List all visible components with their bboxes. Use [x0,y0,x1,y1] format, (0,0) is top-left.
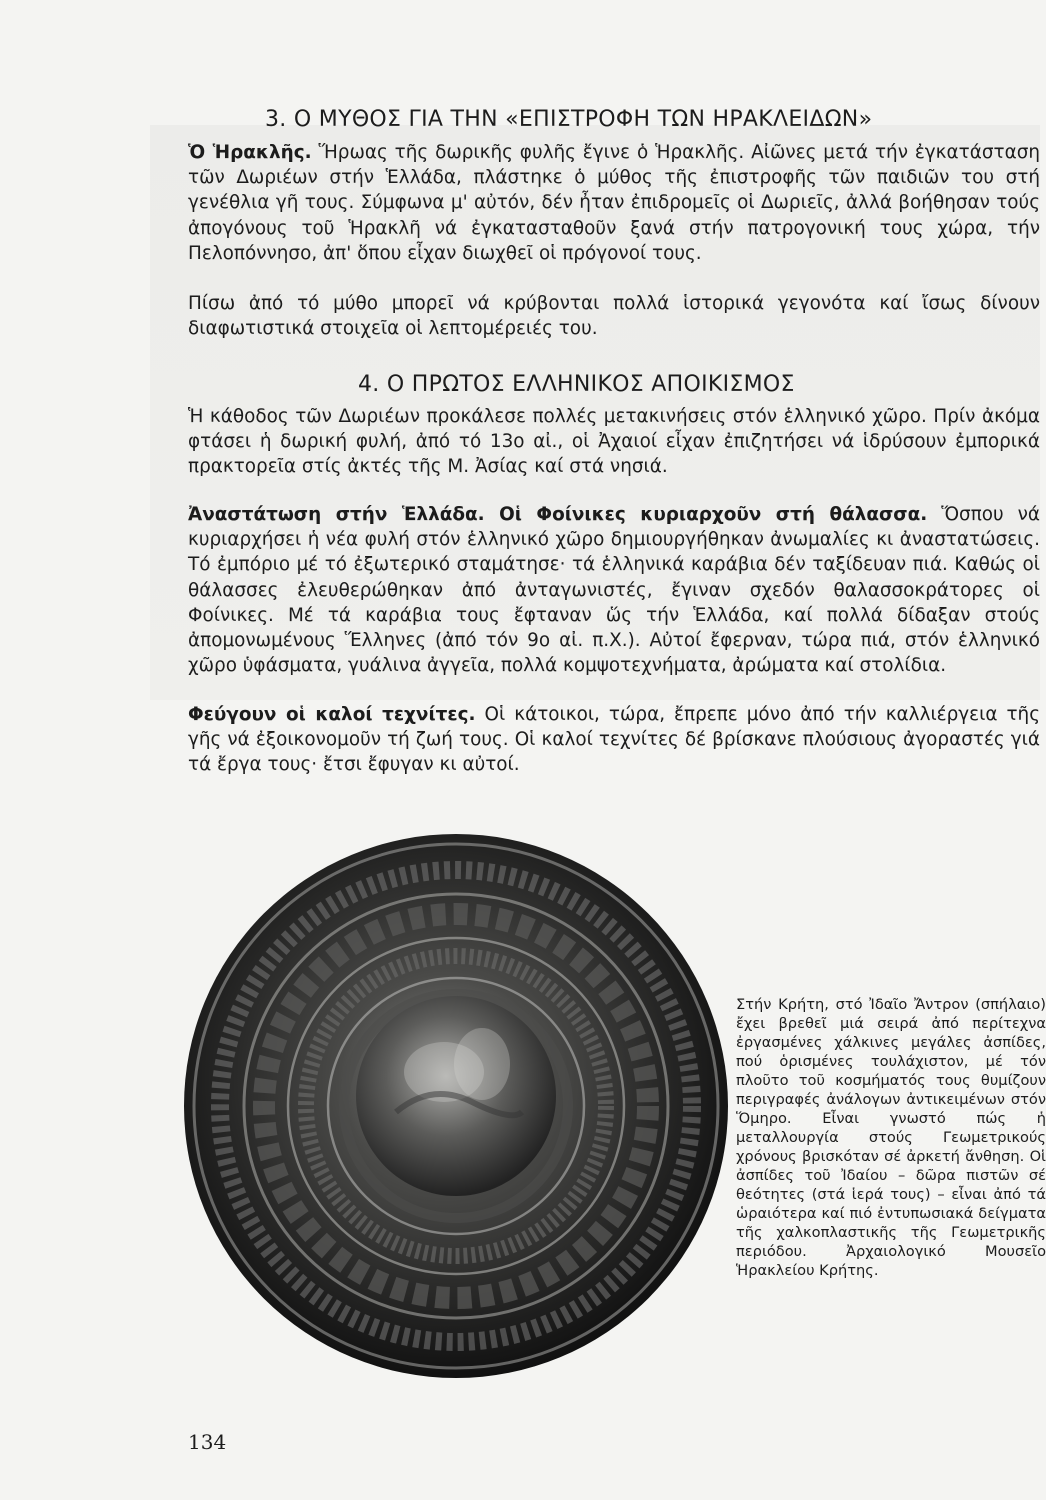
section-3-paragraph-2: Πίσω ἀπό τό μύθο μπορεῖ νά κρύβονται πολλά ἱστορικά γεγονότα καί ἴσως δίνουν διαφωτιστικά στοιχεῖα οἱ λεπτομέρειές του. [188,293,1040,340]
section-3-heading: 3. Ο ΜΥΘΟΣ ΓΙΑ ΤΗΝ «ΕΠΙΣΤΡΟΦΗ ΤΩΝ ΗΡΑΚΛΕΙΔΩΝ» [265,107,873,132]
craftsmen-text: Οἱ κάτοικοι, τώρα, ἔπρεπε μόνο ἀπό τήν καλλιέργεια τῆς γῆς νά ἐξοικονομοῦν τή ζωή τους. Οἱ καλοί τεχνίτες δέ βρίσκανε πλούσιους ἀγοραστές γιά τά ἔργα τους· ἔτσι ἔφυγαν κι αὐτοί. [188,704,1041,776]
section-4-paragraph-2 [188,502,1040,678]
heracles-text: Ἥρωας τῆς δωρικῆς φυλῆς ἔγινε ὁ Ἡρακλῆς. Αἰῶνες μετά τήν ἐγκατάσταση τῶν Δωριέων στήν Ἑλλάδα, πλάστηκε ὁ μύθος τῆς ἐπιστροφῆς τῶν παιδιῶν του στή γενέθλια γῆ τους. Σύμφωνα μ' αὐτόν, δέν ἦταν ἐπιδρομεῖς οἱ Δωριεῖς, ἀλλά βοήθησαν τούς ἀπογόνους τοῦ Ἡρακλῆ νά ἐγκατασταθοῦν ξανά στήν πατρογονική τους χώρα, τήν Πελοπόννησο, ἀπ' ὅπου εἶχαν διωχθεῖ οἱ πρόγονοί τους. [188,142,1041,264]
shield-illustration-icon [182,832,730,1380]
section-4-paragraph-3 [188,702,1040,778]
section-4-heading: 4. Ο ΠΡΩΤΟΣ ΕΛΛΗΝΙΚΟΣ ΑΠΟΙΚΙΣΜΟΣ [358,372,795,397]
figure-caption: Στήν Κρήτη, στό Ἰδαῖο Ἄντρον (σπήλαιο) ἔχει βρεθεῖ μιά σειρά ἀπό περίτεχνα ἐργασμένες χάλκινες μεγάλες ἀσπίδες, πού ὁρισμένες τουλάχιστον, μέ τόν πλοῦτο τοῦ κοσμήματός τους θυμίζουν περιγραφές ἀνάλογων ἀντικειμένων στόν Ὅμηρο. Εἶναι γνωστό πώς ἡ μεταλλουργία στούς Γεωμετρικούς χρόνους βρισκόταν σέ ἀρκετή ἄνθηση. Οἱ ἀσπίδες τοῦ Ἰδαίου – δῶρα πιστῶν σέ θεότητες (στά ἱερά τους) – εἶναι ἀπό τά ὡραιότερα καί πιό ἐντυπωσιακά δείγματα τῆς χαλκοπλαστικῆς τῆς Γεωμετρικῆς περιόδου. Ἀρχαιολογικό Μουσεῖο Ἡρακλείου Κρήτης. [736,996,1046,1279]
unrest-lead: Ἀναστάτωση στήν Ἑλλάδα. Οἱ Φοίνικες κυριαρχοῦν στή θάλασσα. [188,504,928,525]
craftsmen-lead: Φεύγουν οἱ καλοί τεχνίτες. [188,704,476,725]
section-4-paragraph-1: Ἡ κάθοδος τῶν Δωριέων προκάλεσε πολλές μετακινήσεις στόν ἑλληνικό χῶρο. Πρίν ἀκόμα φτάσει ἡ δωρική φυλή, ἀπό τό 13ο αἰ., οἱ Ἀχαιοί εἶχαν ἐπιζητήσει νά ἱδρύσουν ἐμπορικά πρακτορεῖα στίς ἀκτές τῆς Μ. Ἀσίας καί στά νησιά. [188,406,1040,478]
bronze-shield-image [182,832,730,1380]
heracles-lead: Ὁ Ἡρακλῆς. [188,142,312,163]
page-number: 134 [188,1430,227,1454]
unrest-text: Ὅσπου νά κυριαρχήσει ἡ νέα φυλή στόν ἑλληνικό χῶρο δημιουργήθηκαν ἀνωμαλίες κι ἀναστατώσεις. Τό ἐμπόριο μέ τό ἐξωτερικό σταμάτησε· τά ἑλληνικά καράβια δέν ταξίδευαν πιά. Καθώς οἱ θάλασσες ἐλευθερώθηκαν ἀπό ἀνταγωνιστές, ἔγιναν σχεδόν θαλασσοκράτορες οἱ Φοίνικες. Μέ τά καράβια τους ἔφταναν ὥς τήν Ἑλλάδα, καί πολλά δίδαξαν στούς ἀπομονωμένους Ἕλληνες (ἀπό τόν 9ο αἰ. π.Χ.). Αὐτοί ἔφερναν, τώρα πιά, στόν ἑλληνικό χῶρο ὑφάσματα, γυάλινα ἀγγεῖα, πολλά κομψοτεχνήματα, ἀρώματα καί στολίδια. [188,504,1040,677]
section-3-paragraph-1 [188,140,1040,266]
